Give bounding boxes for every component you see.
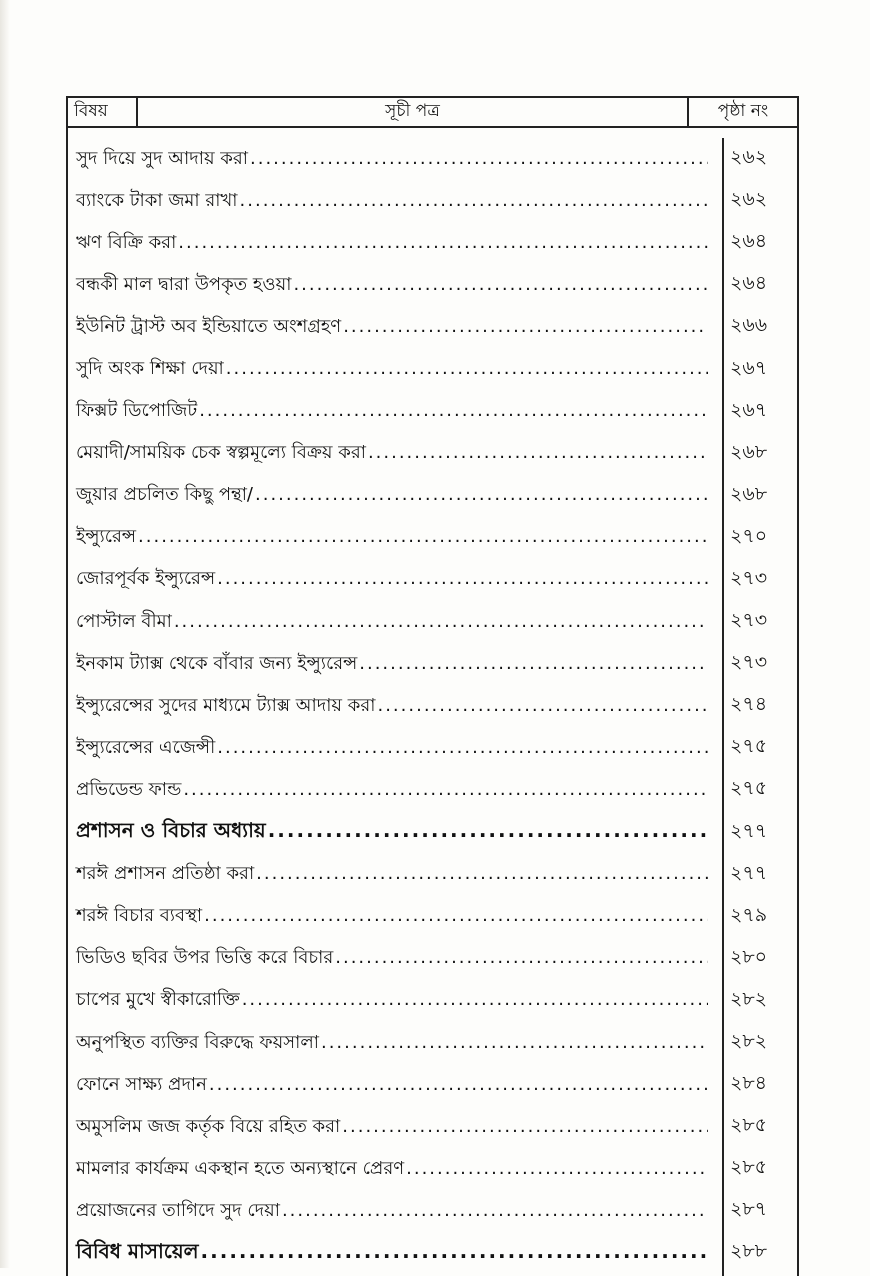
entry-title: [68, 228, 708, 259]
entry-page-number: ২৭৩: [730, 566, 768, 589]
entry-title: [68, 564, 708, 595]
toc-entry: [68, 306, 797, 348]
toc-entry: [68, 348, 797, 390]
entry-title: [68, 943, 708, 974]
toc-entry: [68, 1106, 797, 1148]
entry-title-text: ফিক্সট ডিপোজিট: [76, 400, 198, 422]
entry-title-text: সুদ দিয়ে সুদ আদায় করা: [76, 147, 249, 169]
entry-title-text: শরঈ বিচার ব্যবস্থা: [76, 905, 203, 927]
toc-header: [68, 96, 797, 128]
entry-title-text: সুদি অংক শিক্ষা দেয়া: [76, 358, 224, 380]
table-of-contents: [66, 96, 799, 1276]
entry-title: [68, 1154, 708, 1185]
toc-section-heading: [68, 812, 797, 854]
entry-page-number: ২৬৮: [730, 440, 768, 463]
entry-title-text: জোরপূর্বক ইন্স্যুরেন্স: [76, 568, 216, 590]
entry-page-number: ২৬৭: [730, 356, 768, 379]
toc-entries: [68, 138, 797, 1275]
toc-entry: [68, 559, 797, 601]
entry-title: [68, 691, 708, 722]
toc-entry: [68, 433, 797, 475]
entry-title-text: ইন্স্যুরেন্সের এজেন্সী: [76, 736, 216, 758]
entry-page-number: ২৬৭: [730, 398, 768, 421]
toc-entry: [68, 391, 797, 433]
entry-title: [68, 480, 708, 511]
entry-page-number: ২৮৮: [730, 1240, 768, 1263]
entry-title-text: জুয়ার প্রচলিত কিছু পন্থা/: [76, 484, 253, 506]
entry-title: [68, 607, 708, 638]
entry-title-text: প্রয়োজনের তাগিদে সুদ দেয়া: [76, 1199, 280, 1221]
entry-title: [68, 901, 708, 932]
page-edge-shadow: [0, 0, 10, 1268]
toc-section-heading: [68, 1232, 797, 1274]
entry-page-number: ২৭৫: [730, 735, 768, 758]
entry-title: [68, 1196, 708, 1227]
entry-page-number: ২৬৬: [730, 314, 768, 337]
entry-title: [68, 733, 708, 764]
entry-title: [68, 775, 708, 806]
toc-entry: [68, 222, 797, 264]
entry-page-number: ২৮০: [730, 945, 768, 968]
toc-entry: [68, 1064, 797, 1106]
entry-title-text: বিবিধ মাসায়েল: [76, 1238, 199, 1263]
entry-title: [68, 649, 708, 680]
entry-page-number: ২৬২: [730, 188, 768, 211]
toc-entry: [68, 517, 797, 559]
entry-page-number: ২৬৪: [730, 272, 768, 295]
entry-title-text: মেয়াদী/সাময়িক চেক স্বল্পমূল্যে বিক্রয় করা: [76, 442, 366, 464]
toc-entry: [68, 601, 797, 643]
entry-title: [68, 312, 708, 343]
entry-page-number: ২৭৭: [730, 819, 768, 842]
entry-page-number: ২৬৪: [730, 230, 768, 253]
entry-title-text: ঋণ বিক্রি করা: [76, 231, 177, 253]
entry-title: [68, 1112, 708, 1143]
entry-page-number: ২৮৫: [730, 1156, 768, 1179]
entry-title-text: ইন্স্যুরেন্স: [76, 526, 137, 548]
entry-page-number: ২৭৩: [730, 609, 768, 632]
toc-entry: [68, 896, 797, 938]
toc-entry: [68, 769, 797, 811]
entry-title-text: মামলার কার্যক্রম একস্থান হতে অন্যস্থানে প্রেরণ: [76, 1157, 405, 1179]
entry-title-text: ফোনে সাক্ষ্য প্রদান: [76, 1073, 207, 1095]
entry-title-text: বন্ধকী মাল দ্বারা উপকৃত হওয়া: [76, 273, 292, 295]
toc-entry: [68, 727, 797, 769]
entry-page-number: ২৭৩: [730, 651, 768, 674]
toc-entry: [68, 475, 797, 517]
toc-entry: [68, 980, 797, 1022]
entry-page-number: ২৬৮: [730, 482, 768, 505]
toc-entry: [68, 180, 797, 222]
entry-title: [68, 396, 708, 427]
entry-page-number: ২৬২: [730, 146, 768, 169]
entry-title-text: প্রভিডেন্ড ফান্ড: [76, 778, 182, 800]
entry-title-text: ভিডিও ছবির উপর ভিত্তি করে বিচার: [76, 947, 334, 969]
entry-title-text: ইন্স্যুরেন্সের সুদের মাধ্যমে ট্যাক্স আদায় করা: [76, 694, 376, 716]
entry-page-number: ২৮২: [730, 987, 768, 1010]
entry-page-number: ২৭৯: [730, 903, 768, 926]
entry-title: [68, 1070, 708, 1101]
entry-page-number: ২৭৫: [730, 777, 768, 800]
entry-title: [68, 859, 708, 890]
entry-page-number: ২৮৭: [730, 1198, 768, 1221]
entry-title: [68, 270, 708, 301]
entry-title-text: অমুসলিম জজ কর্তৃক বিয়ে রহিত করা: [76, 1115, 341, 1137]
toc-entry: [68, 938, 797, 980]
entry-title: [68, 186, 708, 217]
toc-entry: [68, 1190, 797, 1232]
entry-title-text: শরঈ প্রশাসন প্রতিষ্ঠা করা: [76, 863, 255, 885]
toc-entry: [68, 854, 797, 896]
entry-title-text: ইনকাম ট্যাক্স থেকে বাঁবার জন্য ইন্স্যুরেন্স: [76, 652, 358, 674]
toc-title: সূচী পত্র: [138, 98, 689, 126]
entry-title: [68, 354, 708, 385]
toc-entry: [68, 138, 797, 180]
toc-entry: [68, 685, 797, 727]
entry-title: [68, 1237, 708, 1270]
entry-page-number: ২৮৪: [730, 1072, 768, 1095]
entry-title: [68, 438, 708, 469]
entry-title: [68, 1028, 708, 1059]
toc-entry: [68, 264, 797, 306]
entry-page-number: ২৭৭: [730, 861, 768, 884]
toc-entry: [68, 1148, 797, 1190]
entry-title: [68, 522, 708, 553]
entry-title-text: পোস্টাল বীমা: [76, 610, 172, 632]
entry-title-text: ব্যাংকে টাকা জমা রাখা: [76, 189, 238, 211]
entry-page-number: ২৭৪: [730, 693, 768, 716]
subject-column-header: বিষয়: [68, 98, 138, 126]
entry-title: [68, 144, 708, 175]
entry-title-text: প্রশাসন ও বিচার অধ্যায়: [76, 818, 266, 843]
toc-entry: [68, 643, 797, 685]
entry-title-text: অনুপস্থিত ব্যক্তির বিরুদ্ধে ফয়সালা: [76, 1031, 319, 1053]
entry-page-number: ২৭০: [730, 524, 768, 547]
toc-entry: [68, 1022, 797, 1064]
entry-title-text: চাপের মুখে স্বীকারোক্তি: [76, 989, 240, 1011]
entry-title-text: ইউনিট ট্রাস্ট অব ইন্ডিয়াতে অংশগ্রহণ: [76, 315, 342, 337]
entry-page-number: ২৮২: [730, 1030, 768, 1053]
page-number-column-header: পৃষ্ঠা নং: [717, 101, 769, 121]
entry-page-number: ২৮৫: [730, 1114, 768, 1137]
entry-title: [68, 816, 708, 849]
entry-title: [68, 985, 708, 1016]
